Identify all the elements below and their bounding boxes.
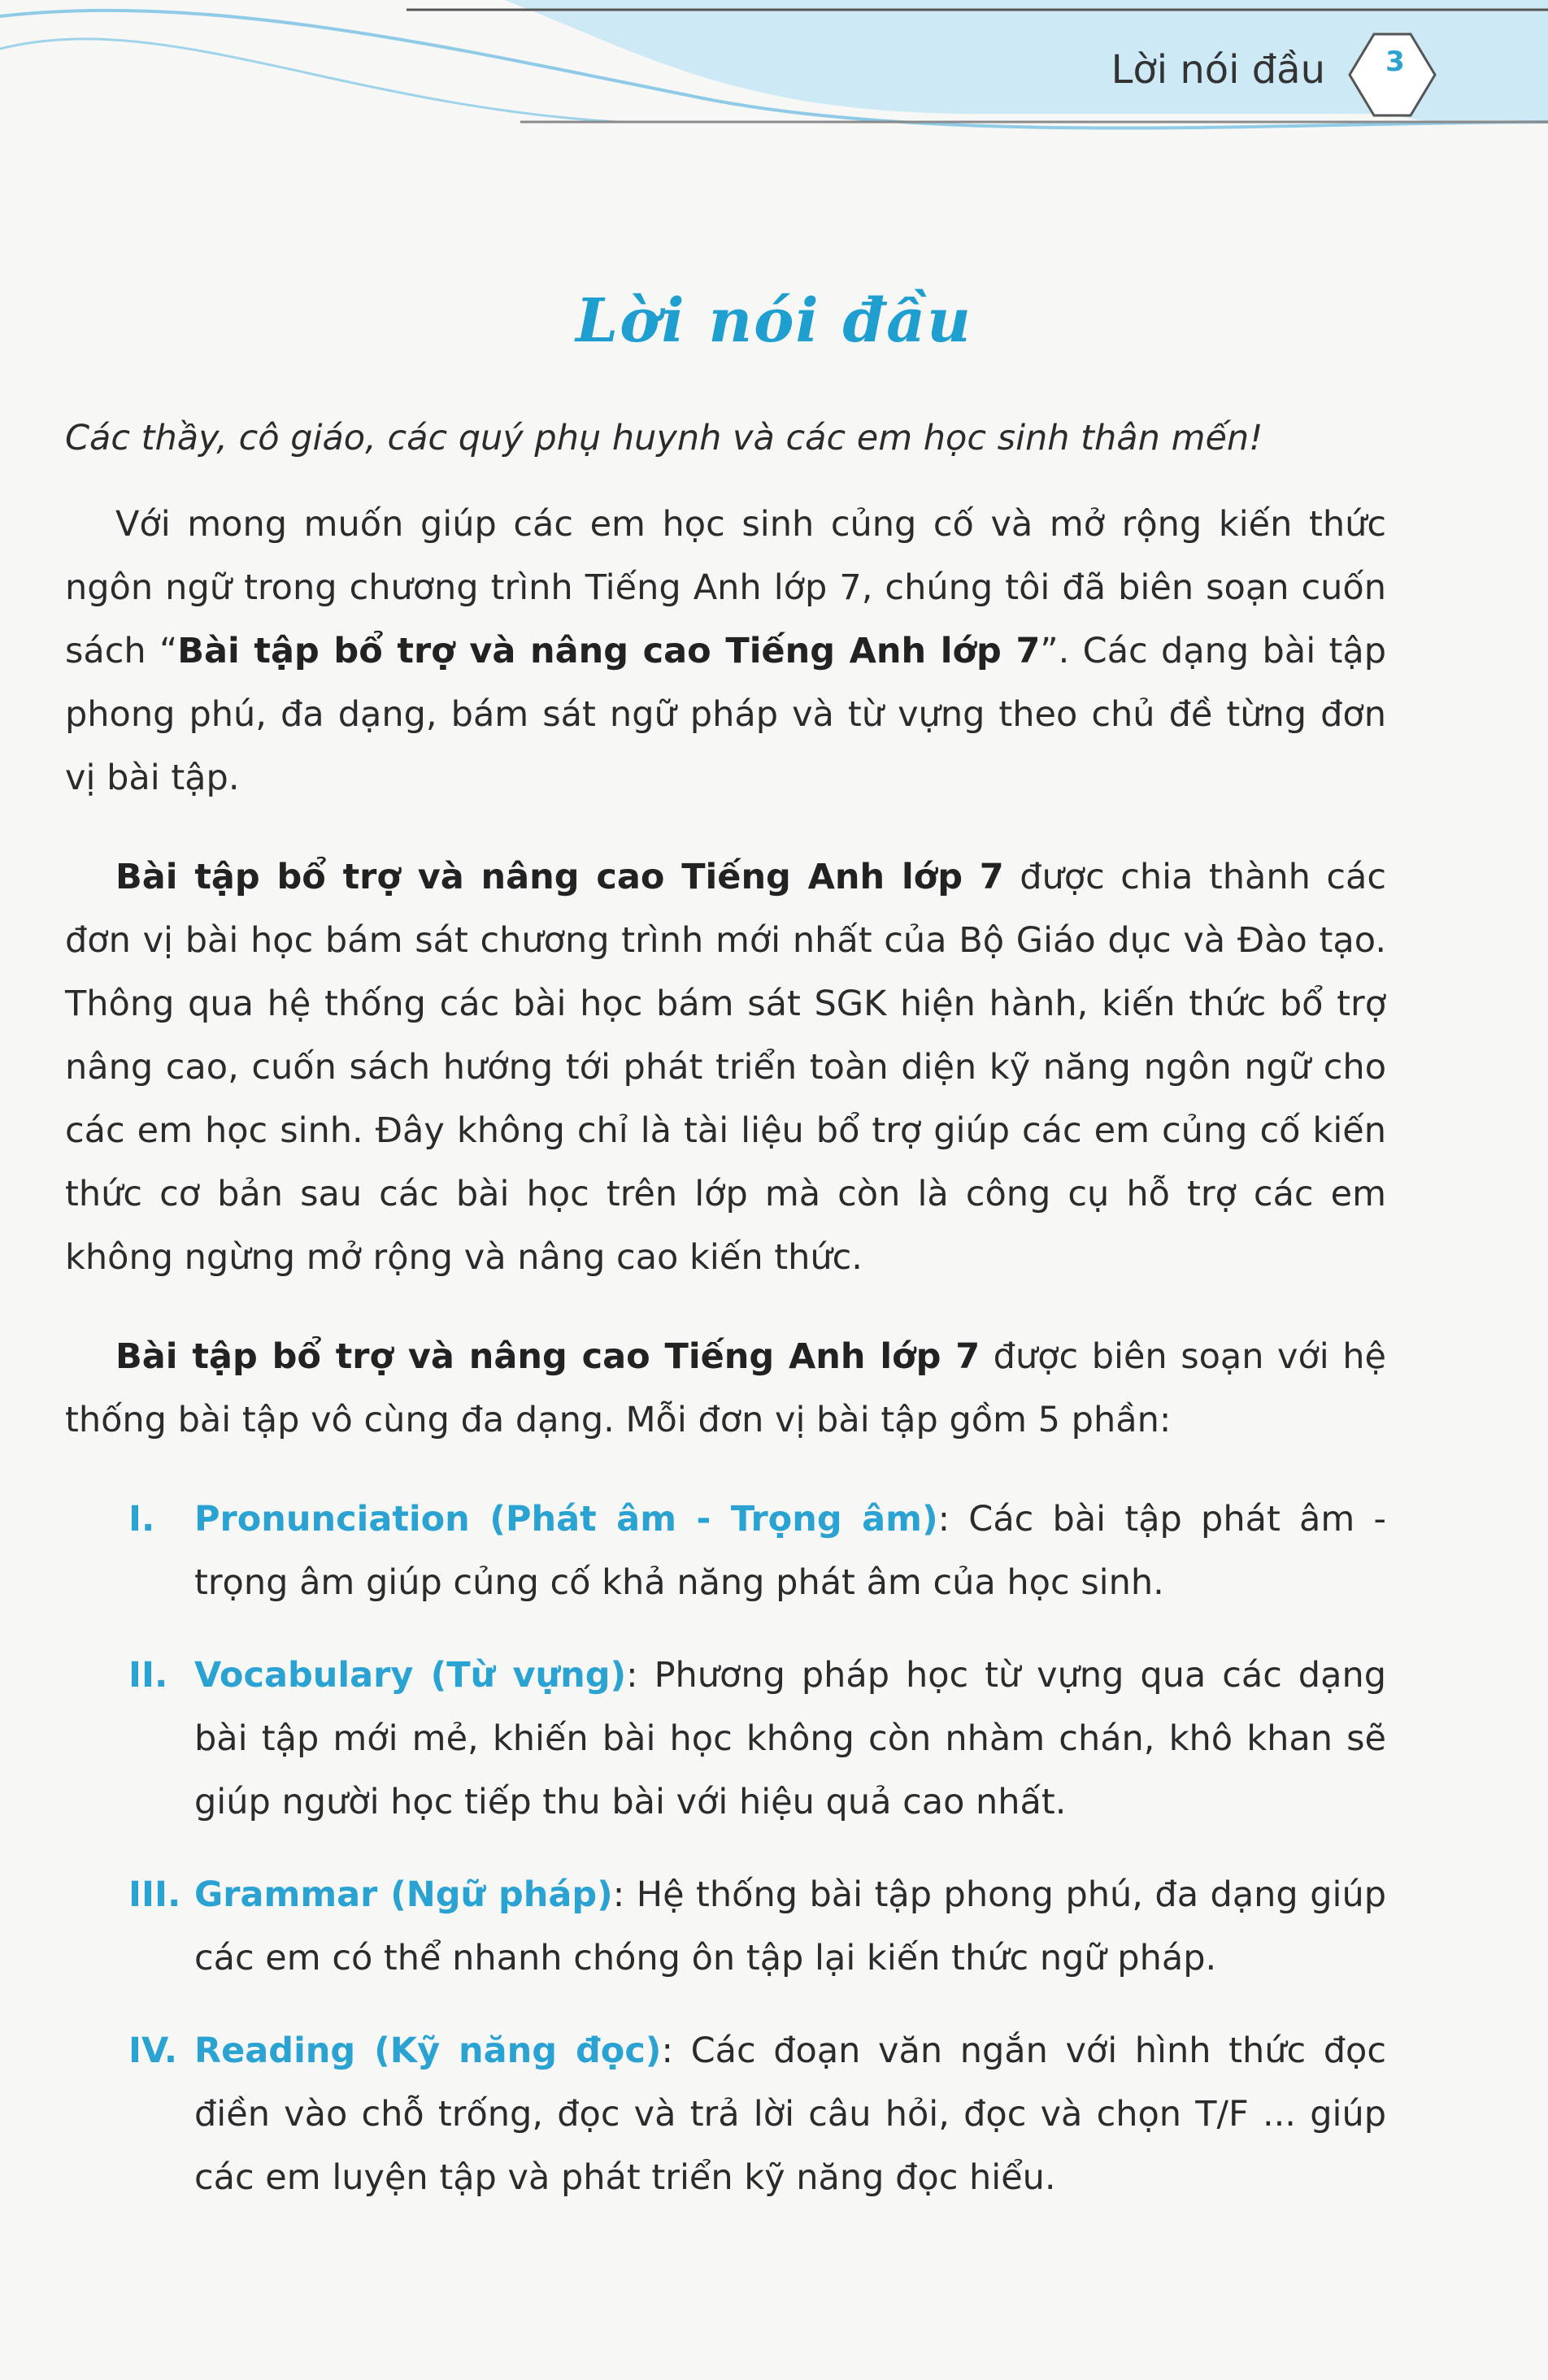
greeting: Các thầy, cô giáo, các quý phụ huynh và các em học sinh thân mến! [65, 418, 1263, 458]
list-item-term: Grammar (Ngữ pháp) [194, 1874, 613, 1915]
page-number: 3 [1385, 46, 1405, 78]
list-item-number: I. [128, 1499, 155, 1540]
list-item-description: : Hệ thống bài tập phong phú, đa dạng giúp các em có thể nhanh chóng ôn tập lại kiến thức ngữ pháp. [194, 1874, 1386, 1978]
paragraph-2 [65, 845, 1386, 1289]
book-title-bold: Bài tập bổ trợ và nâng cao Tiếng Anh lớp 7 [115, 1336, 981, 1377]
page-title: Lời nói đầu [576, 286, 972, 356]
paragraph-1-text-end: ”. Các dạng bài tập phong phú, đa dạng, bám sát ngữ pháp và từ vựng theo chủ đề từng đơn vị bài tập. [65, 631, 1386, 798]
section-list [65, 1488, 1386, 2209]
list-item-description: : Các đoạn văn ngắn với hình thức đọc điền vào chỗ trống, đọc và trả lời câu hỏi, đọc và chọn T/F ... giúp các em luyện tập và phát triển kỹ năng đọc hiểu. [194, 2030, 1387, 2198]
list-item-term: Vocabulary (Từ vựng) [194, 1655, 627, 1696]
body-text [65, 406, 1386, 2239]
list-item [65, 1644, 1386, 1834]
list-item-description: : Các bài tập phát âm - trọng âm giúp củng cố khả năng phát âm của học sinh. [194, 1499, 1386, 1603]
list-item-number: III. [128, 1874, 181, 1915]
list-item [65, 1863, 1386, 1990]
paragraph-3 [65, 1325, 1386, 1452]
list-item-term: Reading (Kỹ năng đọc) [194, 2030, 662, 2071]
paragraph-3-text: được biên soạn với hệ thống bài tập vô cùng đa dạng. Mỗi đơn vị bài tập gồm 5 phần: [65, 1336, 1387, 1440]
list-item-description: : Phương pháp học từ vựng qua các dạng bài tập mới mẻ, khiến bài học không còn nhàm chán, khô khan sẽ giúp người học tiếp thu bài với hiệu quả cao nhất. [194, 1655, 1387, 1822]
list-item [65, 1488, 1386, 1614]
list-item-number: II. [128, 1655, 168, 1696]
list-item-term: Pronunciation (Phát âm - Trọng âm) [194, 1499, 938, 1540]
book-title-bold: Bài tập bổ trợ và nâng cao Tiếng Anh lớp 7 [115, 857, 1004, 897]
list-item [65, 2019, 1386, 2209]
paragraph-1 [65, 493, 1386, 810]
running-title: Lời nói đầu [1111, 47, 1325, 93]
paragraph-2-text: được chia thành các đơn vị bài học bám sát chương trình mới nhất của Bộ Giáo dục và Đào tạo. Thông qua hệ thống các bài học bám sát SGK hiện hành, kiến thức bổ trợ nâng cao, cuốn sách hướng tới phát triển toàn diện kỹ năng ngôn ngữ cho các em học sinh. Đây không chỉ là tài liệu bổ trợ giúp các em củng cố kiến thức cơ bản sau các bài học trên lớp mà còn là công cụ hỗ trợ các em không ngừng mở rộng và nâng cao kiến thức. [65, 857, 1386, 1278]
book-title-bold: Bài tập bổ trợ và nâng cao Tiếng Anh lớp 7 [177, 631, 1041, 671]
list-item-number: IV. [128, 2030, 178, 2071]
paragraph-1-text-start: Với mong muốn giúp các em học sinh củng cố và mở rộng kiến thức ngôn ngữ trong chương trình Tiếng Anh lớp 7, chúng tôi đã biên soạn cuốn sách “ [65, 504, 1386, 671]
